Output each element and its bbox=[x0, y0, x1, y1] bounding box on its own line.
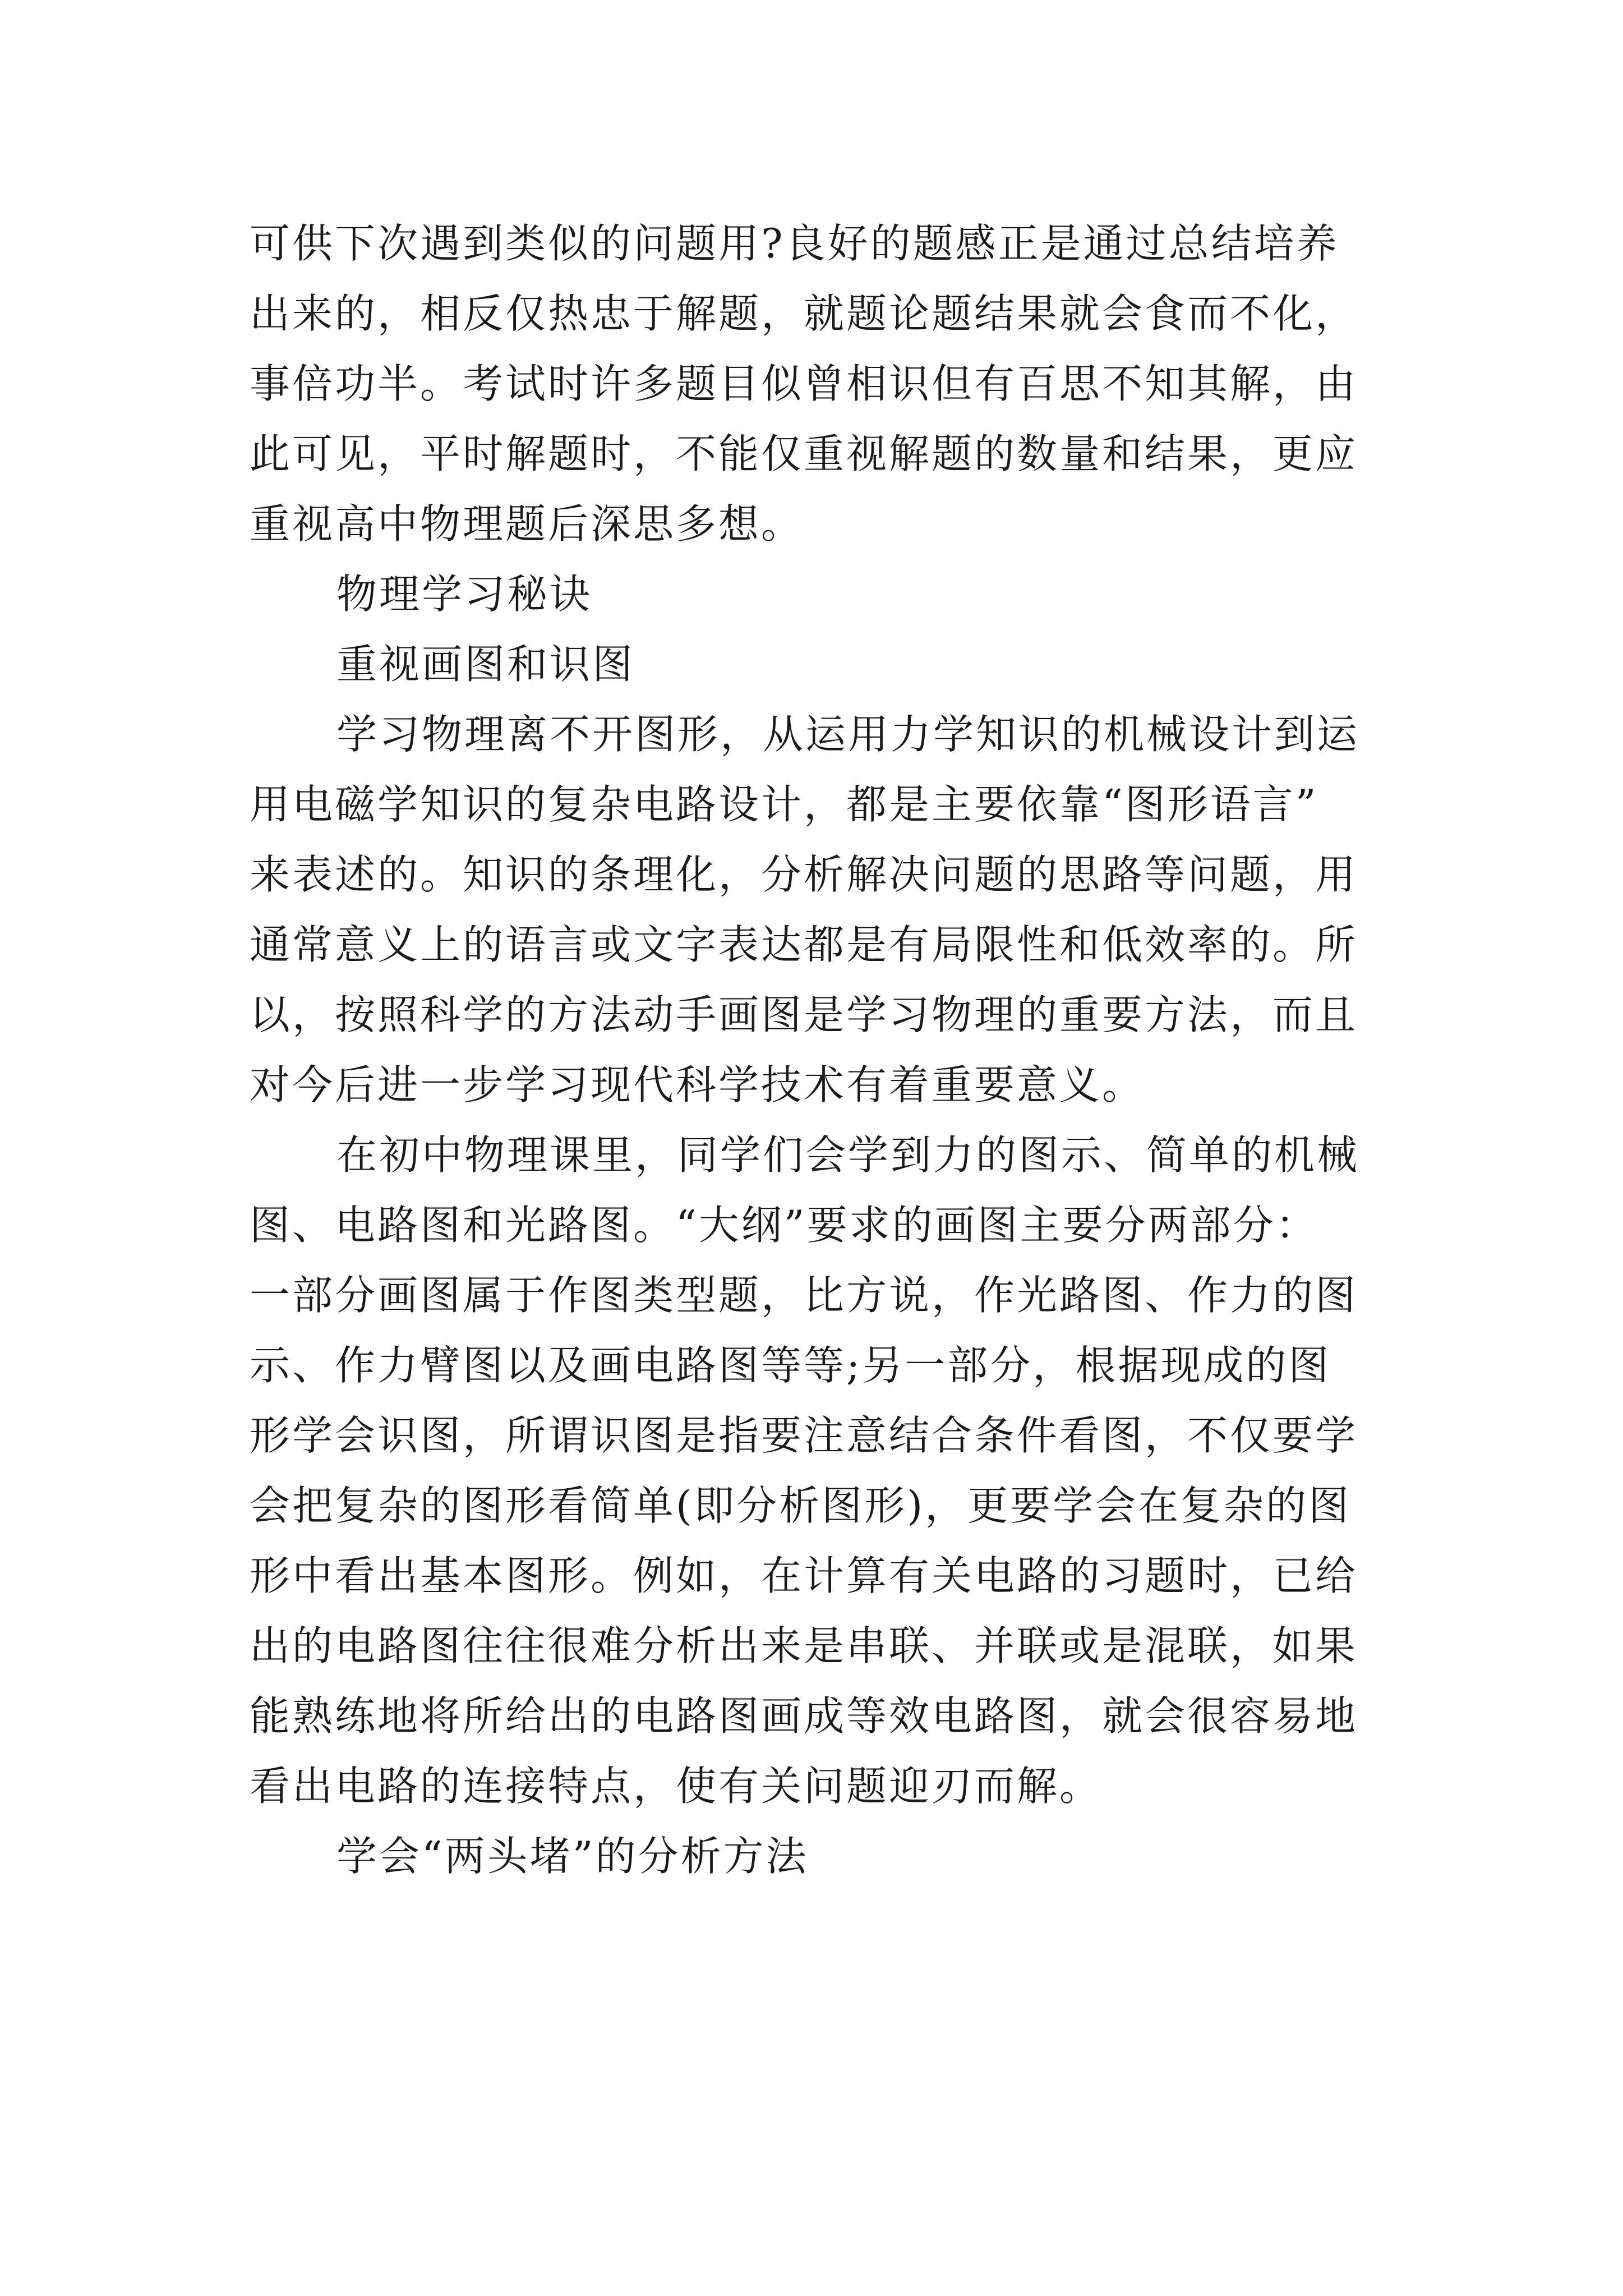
text-line: 重视画图和识图 bbox=[336, 641, 635, 688]
text-line: 来表述的。知识的条理化，分析解决问题的思路等问题，用 bbox=[250, 851, 1358, 898]
text-line: 学习物理离不开图形，从运用力学知识的机械设计到运 bbox=[336, 711, 1360, 758]
text-line: 一部分画图属于作图类型题，比方说，作光路图、作力的图 bbox=[250, 1272, 1358, 1319]
paragraph bbox=[250, 209, 1377, 559]
text-line: 此可见，平时解题时，不能仅重视解题的数量和结果，更应 bbox=[250, 430, 1358, 477]
text-line: 会把复杂的图形看简单(即分析图形)，更要学会在复杂的图 bbox=[250, 1482, 1352, 1529]
paragraph bbox=[250, 700, 1377, 1120]
text-line: 通常意义上的语言或文字表达都是有局限性和低效率的。所 bbox=[250, 921, 1358, 968]
text-line: 示、作力臂图以及画电路图等等;另一部分，根据现成的图 bbox=[250, 1342, 1331, 1389]
text-line: 事倍功半。考试时许多题目似曾相识但有百思不知其解，由 bbox=[250, 360, 1358, 407]
text-line: 以，按照科学的方法动手画图是学习物理的重要方法，而且 bbox=[250, 991, 1358, 1038]
text-line: 形中看出基本图形。例如，在计算有关电路的习题时，已给 bbox=[250, 1552, 1358, 1599]
text-line: 对今后进一步学习现代科学技术有着重要意义。 bbox=[250, 1061, 1145, 1108]
section-heading bbox=[250, 559, 1377, 629]
text-line: 能熟练地将所给出的电路图画成等效电路图，就会很容易地 bbox=[250, 1692, 1358, 1740]
text-line: 在初中物理课里，同学们会学到力的图示、简单的机械 bbox=[336, 1131, 1360, 1179]
text-line: 出的电路图往往很难分析出来是串联、并联或是混联，如果 bbox=[250, 1622, 1358, 1669]
text-line: 可供下次遇到类似的问题用?良好的题感正是通过总结培养 bbox=[250, 220, 1339, 267]
text-line: 看出电路的连接特点，使有关问题迎刃而解。 bbox=[250, 1763, 1103, 1810]
text-line: 图、电路图和光路图。“大纲”要求的画图主要分两部分： bbox=[250, 1202, 1318, 1249]
text-line: 学会“两头堵”的分析方法 bbox=[336, 1833, 809, 1880]
text-line: 重视高中物理题后深思多想。 bbox=[250, 500, 804, 547]
document-body bbox=[250, 209, 1377, 1892]
text-line: 形学会识图，所谓识图是指要注意结合条件看图，不仅要学 bbox=[250, 1412, 1358, 1459]
text-line: 用电磁学知识的复杂电路设计，都是主要依靠“图形语言” bbox=[250, 781, 1318, 828]
section-heading bbox=[250, 629, 1377, 700]
paragraph bbox=[250, 1120, 1377, 1821]
text-line: 物理学习秘诀 bbox=[336, 570, 593, 618]
section-heading bbox=[250, 1821, 1377, 1892]
text-line: 出来的，相反仅热忠于解题，就题论题结果就会食而不化， bbox=[250, 290, 1358, 337]
